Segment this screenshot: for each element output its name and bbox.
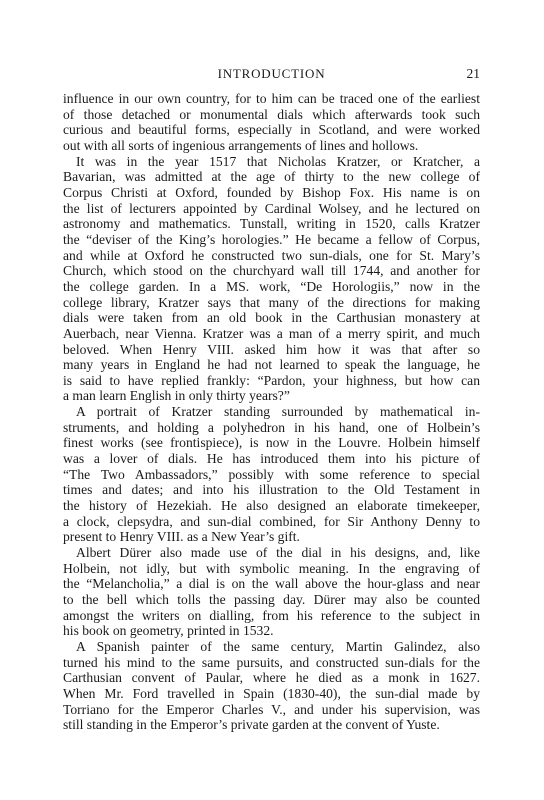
text-line: beloved. When Henry VIII. asked him how it was that after so [63, 341, 480, 357]
text-line: the college garden. In a MS. work, “De Horologiis,” now in the [63, 278, 480, 294]
text-line: Corpus Christi at Oxford, founded by Bishop Fox. His name is on [63, 184, 480, 200]
text-line: dials were taken from an old book in the Carthusian monastery at [63, 310, 480, 326]
text-line: present to Henry VIII. as a New Year’s gift. [63, 529, 300, 545]
text-line: Albert Dürer also made use of the dial in his designs, and, like [76, 545, 480, 561]
page-number: 21 [466, 66, 480, 81]
paragraph [63, 404, 480, 545]
paragraph [63, 639, 480, 733]
text-line: Auerbach, near Vienna. Kratzer was a man of a merry spirit, and much [63, 325, 480, 341]
text-line: to the bell which tolls the passing day. Dürer may also be counted [63, 592, 480, 607]
text-line: times and dates; and into his illustration to the Old Testament in [63, 482, 480, 498]
text-line: amongst the writers on dialling, from his reference to the subject in [63, 607, 480, 623]
text-line: the “Melancholia,” a dial is on the wall above the hour-glass and near [63, 576, 480, 592]
text-line: astronomy and mathematics. Tunstall, writing in 1520, calls Kratzer [63, 216, 480, 232]
text-line: Bavarian, was admitted at the age of thirty to the new college of [63, 169, 480, 185]
body-text [63, 91, 480, 733]
text-line: a clock, clepsydra, and sun-dial combined, for Sir Anthony Denny to [63, 513, 480, 529]
text-line: It was in the year 1517 that Nicholas Kratzer, or Kratcher, a [76, 153, 480, 169]
text-line: is said to have replied frankly: “Pardon, your highness, but how can [63, 372, 480, 388]
text-line: finest works (see frontispiece), is now in the Louvre. Holbein himself [63, 435, 480, 451]
text-line: a man learn English in only thirty years?” [63, 388, 290, 404]
text-line: curious and beautiful forms, especially in Scotland, and were worked [63, 122, 480, 138]
text-line: the “deviser of the King’s horologies.” He became a fellow of Corpus, [63, 231, 480, 247]
text-line: Church, which stood on the churchyard wall till 1744, and another for [63, 263, 480, 279]
text-line: struments, and holding a polyhedron in his hand, one of Holbein’s [63, 419, 480, 435]
text-line: When Mr. Ford travelled in Spain (1830-40), the sun-dial made by [63, 685, 480, 701]
text-line: his book on geometry, printed in 1532. [63, 623, 274, 639]
text-line: Carthusian convent of Paular, where he died as a monk in 1627. [63, 670, 480, 686]
paragraph [63, 154, 480, 405]
paragraph [63, 545, 480, 639]
text-line: still standing in the Emperor’s private garden at the convent of Yuste. [63, 717, 440, 733]
book-page [63, 66, 480, 733]
text-line: turned his mind to the same pursuits, and constructed sun-dials for the [63, 654, 480, 670]
text-line: many years in England he had not learned to speak the language, he [63, 357, 480, 373]
text-line: the history of Hezekiah. He also designed an elaborate timekeeper, [63, 498, 480, 514]
text-line: Torriano for the Emperor Charles V., and under his supervision, was [63, 701, 480, 717]
text-line: the list of lecturers appointed by Cardinal Wolsey, and he lectured on [63, 200, 480, 216]
text-line: A portrait of Kratzer standing surrounded by mathematical in- [76, 404, 480, 420]
text-line: Holbein, not idly, but with symbolic meaning. In the engraving of [63, 560, 480, 576]
text-line: was a lover of dials. He has introduced them into his picture of [63, 451, 480, 467]
text-line: influence in our own country, for to him can be traced one of the earliest [63, 91, 480, 106]
text-line: and while at Oxford he constructed two sun-dials, one for St. Mary’s [63, 247, 480, 263]
running-header [63, 66, 480, 86]
text-line: of those detached or monumental dials which afterwards took such [63, 106, 480, 122]
text-line: “The Two Ambassadors,” possibly with some reference to special [63, 466, 480, 482]
paragraph [63, 91, 480, 154]
text-line: college library, Kratzer says that many of the directions for making [63, 294, 480, 310]
text-line: out with all sorts of ingenious arrangements of lines and hollows. [63, 137, 419, 153]
text-line: A Spanish painter of the same century, Martin Galindez, also [76, 638, 480, 654]
running-title: INTRODUCTION [217, 66, 326, 81]
